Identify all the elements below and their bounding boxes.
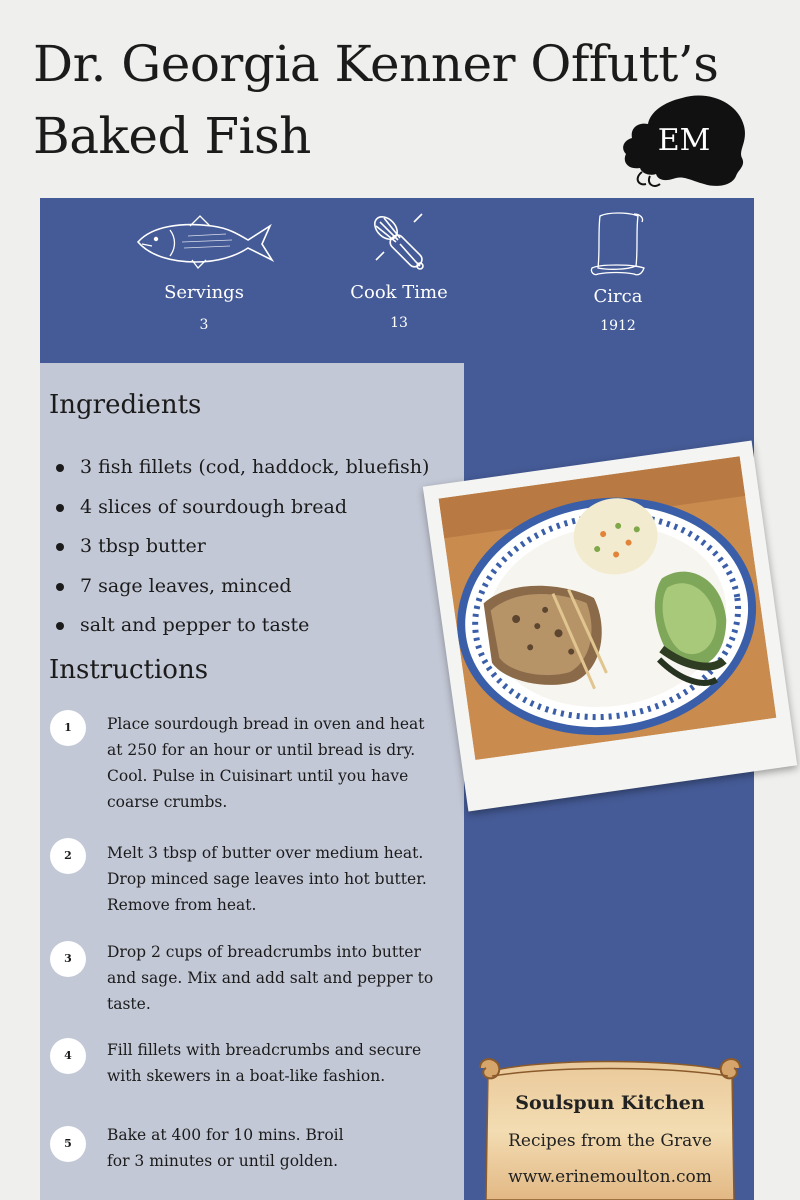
step-number-badge: 4 bbox=[50, 1038, 86, 1074]
step-text: Melt 3 tbsp of butter over medium heat. Drop minced sage leaves into hot butter. Remove from heat. bbox=[107, 844, 427, 914]
banner-title: Soulspun Kitchen bbox=[515, 1092, 705, 1114]
ingredients-list bbox=[50, 450, 450, 648]
dish-photo bbox=[423, 440, 797, 811]
step-text: Fill fillets with breadcrumbs and secure with skewers in a boat-like fashion. bbox=[107, 1041, 422, 1085]
stat-servings-value: 3 bbox=[199, 317, 209, 333]
logo-text: EM bbox=[657, 123, 711, 158]
stat-circa-value: 1912 bbox=[600, 318, 636, 334]
step-text: Drop 2 cups of breadcrumbs into butter and sage. Mix and add salt and pepper to taste. bbox=[107, 943, 434, 1013]
step-number-badge: 2 bbox=[50, 838, 86, 874]
step-number-badge: 5 bbox=[50, 1126, 86, 1162]
ingredient-item: 4 slices of sourdough bread bbox=[50, 490, 450, 530]
stat-cook-time-label: Cook Time bbox=[350, 282, 448, 303]
step-text: Place sourdough bread in oven and heat at 250 for an hour or until bread is dry. Cool. Pulse in Cuisinart until you have coarse crumbs. bbox=[107, 715, 425, 811]
page-title-line-1: Dr. Georgia Kenner Offutt’s bbox=[33, 35, 719, 93]
woman-silhouette-logo bbox=[620, 92, 750, 190]
step-text: Bake at 400 for 10 mins. Broil for 3 minutes or until golden. bbox=[107, 1126, 344, 1170]
ingredient-item: 3 tbsp butter bbox=[50, 529, 450, 569]
ingredient-item: salt and pepper to taste bbox=[50, 608, 450, 648]
banner-url[interactable]: www.erinemoulton.com bbox=[508, 1167, 712, 1187]
step-number-badge: 1 bbox=[50, 710, 86, 746]
banner-subtitle: Recipes from the Grave bbox=[508, 1131, 712, 1151]
stat-circa-label: Circa bbox=[593, 286, 643, 307]
stat-cook-time-value: 13 bbox=[390, 315, 408, 331]
fish-icon bbox=[132, 214, 276, 270]
recipe-stats-bar bbox=[40, 198, 754, 363]
ingredient-item: 7 sage leaves, minced bbox=[50, 569, 450, 609]
scroll-icon bbox=[588, 210, 648, 280]
ingredients-heading: Ingredients bbox=[49, 390, 202, 420]
dish-photo-image bbox=[439, 456, 777, 760]
ingredient-item: 3 fish fillets (cod, haddock, bluefish) bbox=[50, 450, 450, 490]
step-number-badge: 3 bbox=[50, 941, 86, 977]
whisk-rolling-pin-icon bbox=[370, 212, 428, 270]
page-title-line-2: Baked Fish bbox=[33, 107, 311, 165]
stat-servings-label: Servings bbox=[164, 282, 244, 303]
instructions-heading: Instructions bbox=[49, 655, 209, 685]
